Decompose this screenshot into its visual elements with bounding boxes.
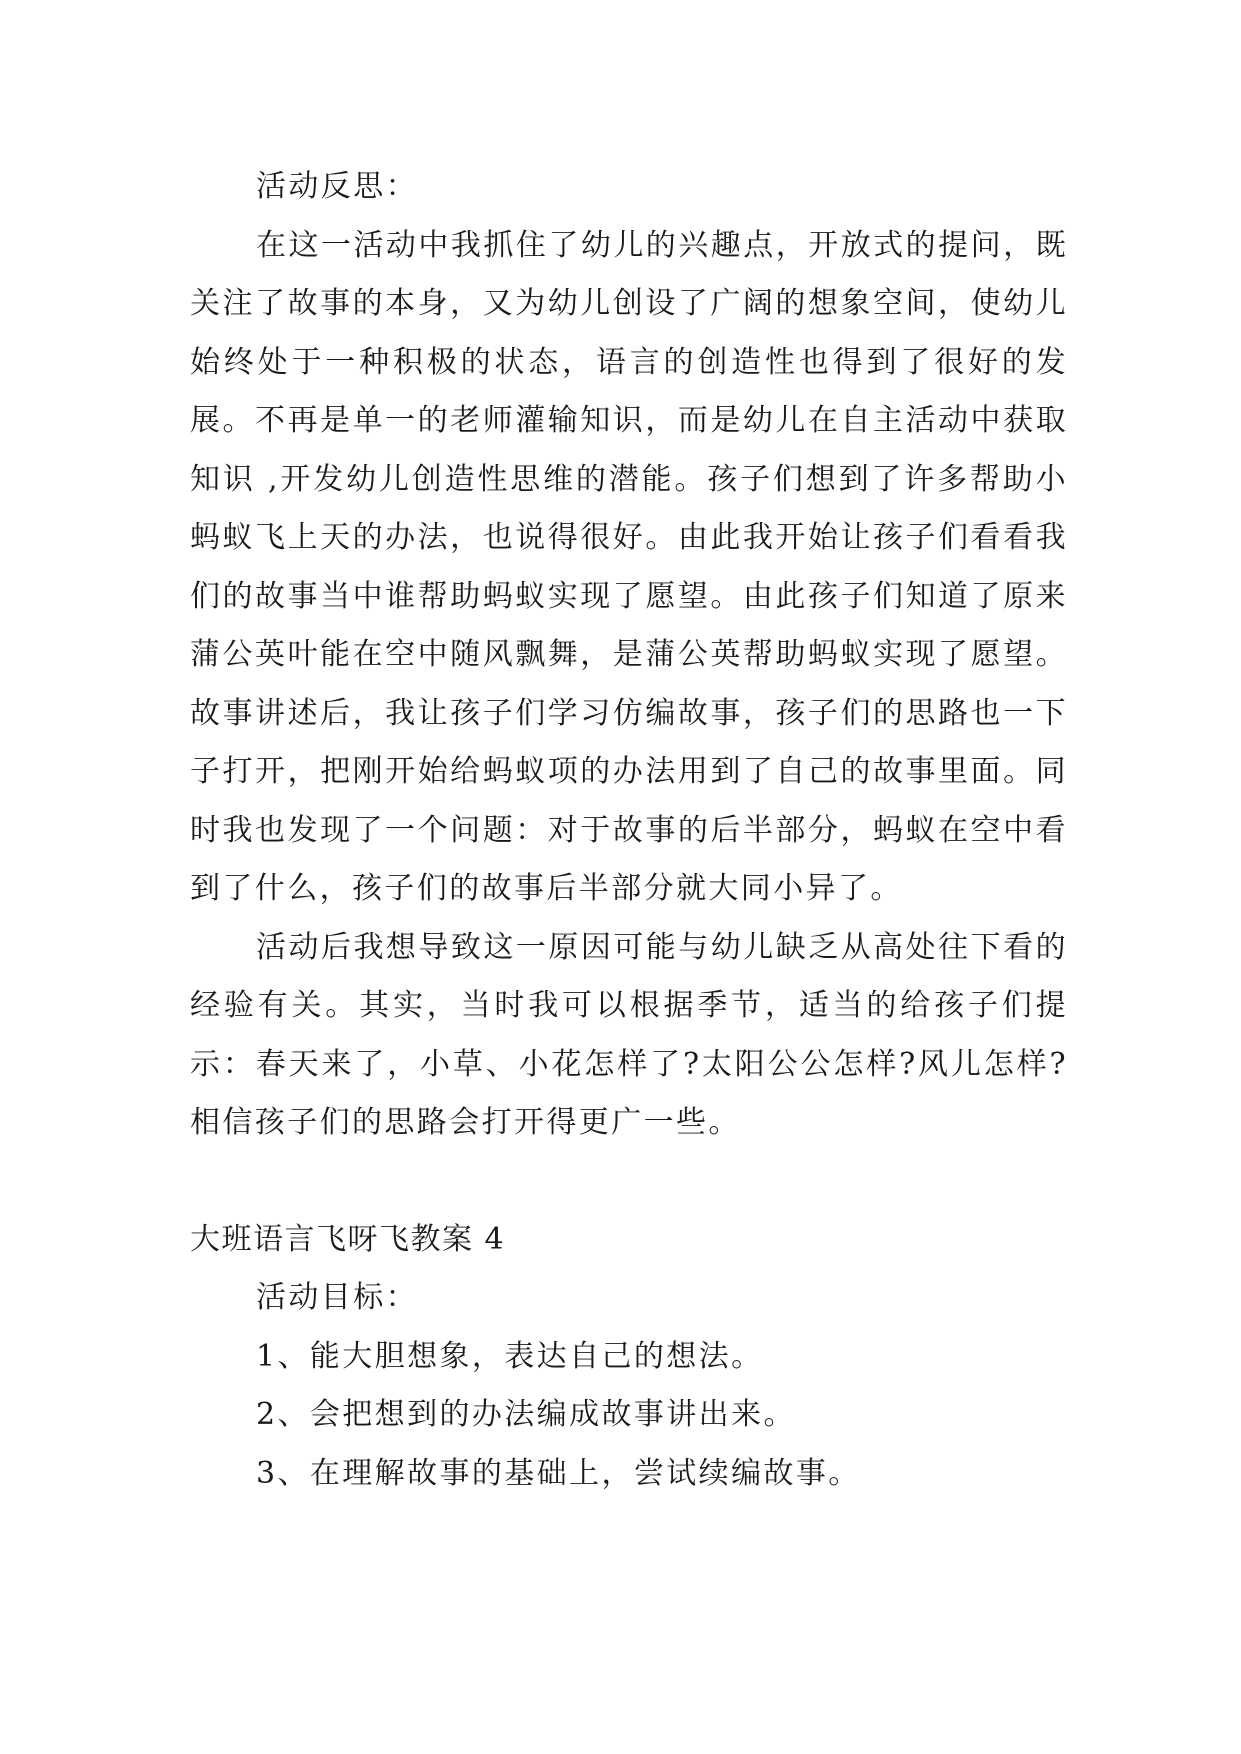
reflection-title: 活动反思： [256,169,418,204]
section-spacer [190,1153,1068,1211]
goals-title: 活动目标： [256,1280,418,1315]
goal-item: 2、会把想到的办法编成故事讲出来。 [256,1397,796,1432]
reflection-paragraph: 在这一活动中我抓住了幼儿的兴趣点，开放式的提问，既关注了故事的本身，又为幼儿创设了广阔的想象空间，使幼儿始终处于一种积极的状态，语言的创造性也得到了很好的发展。不再是单一的老师灌输知识，而是幼儿在自主活动中获取知识 ,开发幼儿创造性思维的潜能。孩子们想到了许多帮助小蚂蚁飞上天的办法，也说得很好。由此我开始让孩子们看看我们的故事当中谁帮助蚂蚁实现了愿望。由此孩子们知道了原来蒲公英叶能在空中随风飘舞，是蒲公英帮助蚂蚁实现了愿望。故事讲述后，我让孩子们学习仿编故事，孩子们的思路也一下子打开，把刚开始给蚂蚁项的办法用到了自己的故事里面。同时我也发现了一个问题：对于故事的后半部分，蚂蚁在空中看到了什么，孩子们的故事后半部分就大同小异了。 [190,227,1068,906]
document-body [190,158,1068,1503]
section-heading: 大班语言飞呀飞教案 4 [190,1221,506,1257]
reflection-paragraph: 活动后我想导致这一原因可能与幼儿缺乏从高处往下看的经验有关。其实，当时我可以根据季节，适当的给孩子们提示：春天来了，小草、小花怎样了?太阳公公怎样?风儿怎样?相信孩子们的思路会打开得更广一些。 [190,929,1068,1140]
goal-item: 3、在理解故事的基础上，尝试续编故事。 [256,1455,861,1491]
goal-item: 1、能大胆想象，表达自己的想法。 [256,1338,764,1374]
